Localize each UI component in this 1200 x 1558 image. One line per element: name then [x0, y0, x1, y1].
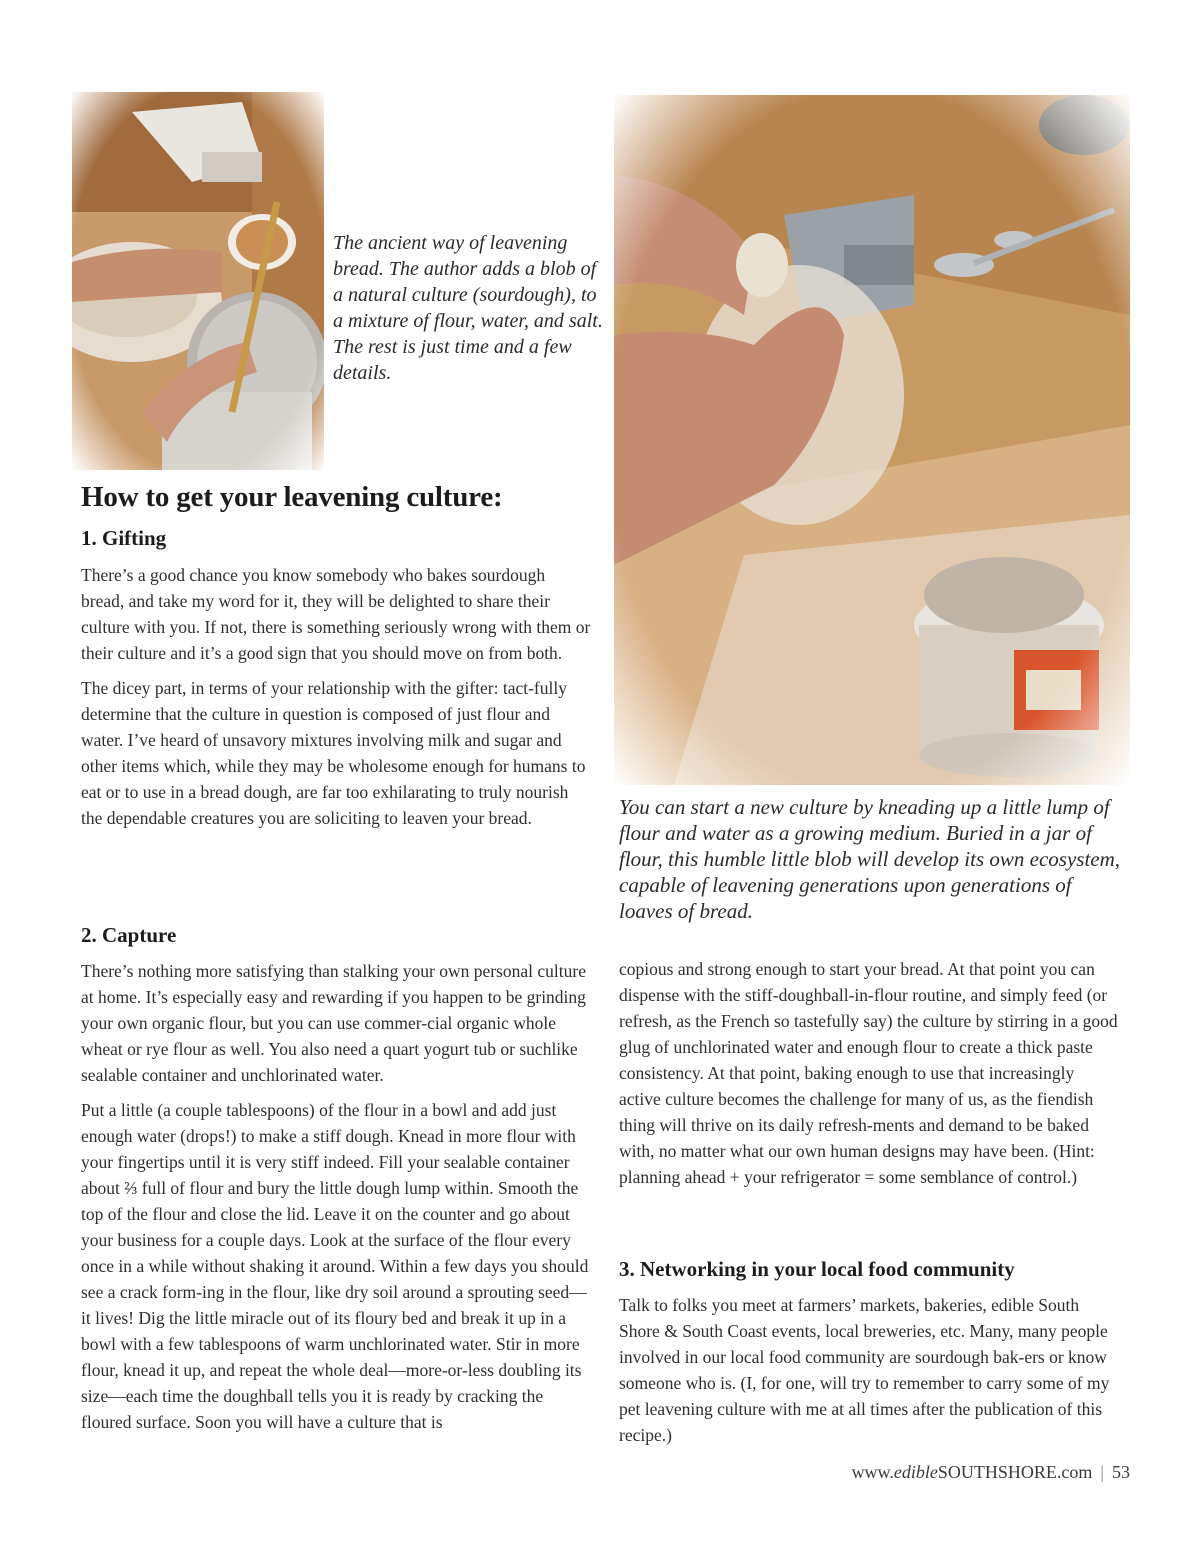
- url-brand: SOUTHSHORE: [937, 1462, 1057, 1482]
- url-prefix: www.: [851, 1462, 894, 1482]
- section-capture-continued: [619, 956, 1119, 1199]
- paragraph: copious and strong enough to start your bread. At that point you can dispense with the stiff-doughball-in-flour routine, and simply feed (or refresh, as the French so tastefully say) the culture by stirring in a good glug of unchlorinated water and enough flour to create a thick paste consistency. At that point, baking enough to use that increasingly active culture becomes the challenge for many of us, as the fiendish thing will thrive on its daily refresh-ments and demand to be baked with, no matter what our own human designs may have been. (Hint: planning ahead + your refrigerator = some semblance of control.): [619, 959, 1118, 1187]
- section-networking-body: [619, 1292, 1119, 1457]
- url-edible: edible: [893, 1462, 938, 1482]
- url-suffix: .com: [1056, 1462, 1093, 1482]
- article-heading: How to get your leavening culture:: [81, 481, 503, 513]
- paragraph: There’s nothing more satisfying than stalking your own personal culture at home. It’s especially easy and rewarding if you happen to be grinding your own organic flour, but you can use commer-cial organic whole wheat or rye flour as well. You also need a quart yogurt tub or suchlike sealable container and unchlorinated water.: [81, 961, 586, 1085]
- footer-separator: |: [1100, 1462, 1104, 1482]
- section-capture-title: 2. Capture: [81, 923, 177, 947]
- section-gifting-body: [81, 562, 591, 840]
- paragraph: There’s a good chance you know somebody who bakes sourdough bread, and take my word for it, they will be delighted to share their culture with you. If not, there is something seriously wrong with them or their culture and it’s a good sign that you should move on from both.: [81, 565, 591, 663]
- paragraph: The dicey part, in terms of your relationship with the gifter: tact-fully determine that the culture in question is composed of just flour and water. I’ve heard of unsavory mixtures involving milk and sugar and other items which, while they may be wholesome enough for humans to eat or to use in a bread dough, are far too exhilarating to truly nourish the dependable creatures you are soliciting to leaven your bread.: [81, 678, 586, 828]
- section-networking-title: 3. Networking in your local food community: [619, 1257, 1015, 1281]
- dough-and-flour-jar-photo: [614, 95, 1130, 785]
- page-number: 53: [1112, 1462, 1130, 1482]
- left-photo-caption: The ancient way of leavening bread. The author adds a blob of a natural culture (sourdough), to a mixture of flour, water, and salt. The rest is just time and a few details.: [333, 232, 603, 384]
- footer-url[interactable]: [852, 1462, 1093, 1482]
- section-gifting-title: 1. Gifting: [81, 526, 167, 550]
- page-footer: [760, 1462, 1130, 1483]
- section-capture-body: [81, 958, 591, 1444]
- mixer-bowl-photo: [72, 92, 324, 470]
- paragraph: Put a little (a couple tablespoons) of the flour in a bowl and add just enough water (drops!) to make a stiff dough. Knead in more flour with your fingertips until it is very stiff indeed. Fill your sealable container about ⅔ full of flour and bury the little dough lump within. Smooth the top of the flour and close the lid. Leave it on the counter and go about your business for a couple days. Look at the surface of the flour every once in a while without shaking it around. Within a few days you should see a crack form-ing in the flour, like dry soil around a sprouting seed—it lives! Dig the little miracle out of its floury bed and break it up in a bowl with a few tablespoons of warm unchlorinated water. Stir in more flour, knead it up, and repeat the whole deal—more-or-less doubling its size—each time the doughball tells you it is ready by cracking the floured surface. Soon you will have a culture that is: [81, 1100, 589, 1432]
- paragraph: Talk to folks you meet at farmers’ markets, bakeries, edible South Shore & South Coast events, local breweries, etc. Many, many people involved in our local food community are sourdough bak-ers or know someone who is. (I, for one, will try to remember to carry some of my pet leavening culture with me at all times after the publication of this recipe.): [619, 1295, 1110, 1445]
- right-photo-caption: You can start a new culture by kneading up a little lump of flour and water as a growing medium. Buried in a jar of flour, this humble little blob will develop its own ecosystem, capable of leavening generations upon generations of loaves of bread.: [619, 795, 1121, 923]
